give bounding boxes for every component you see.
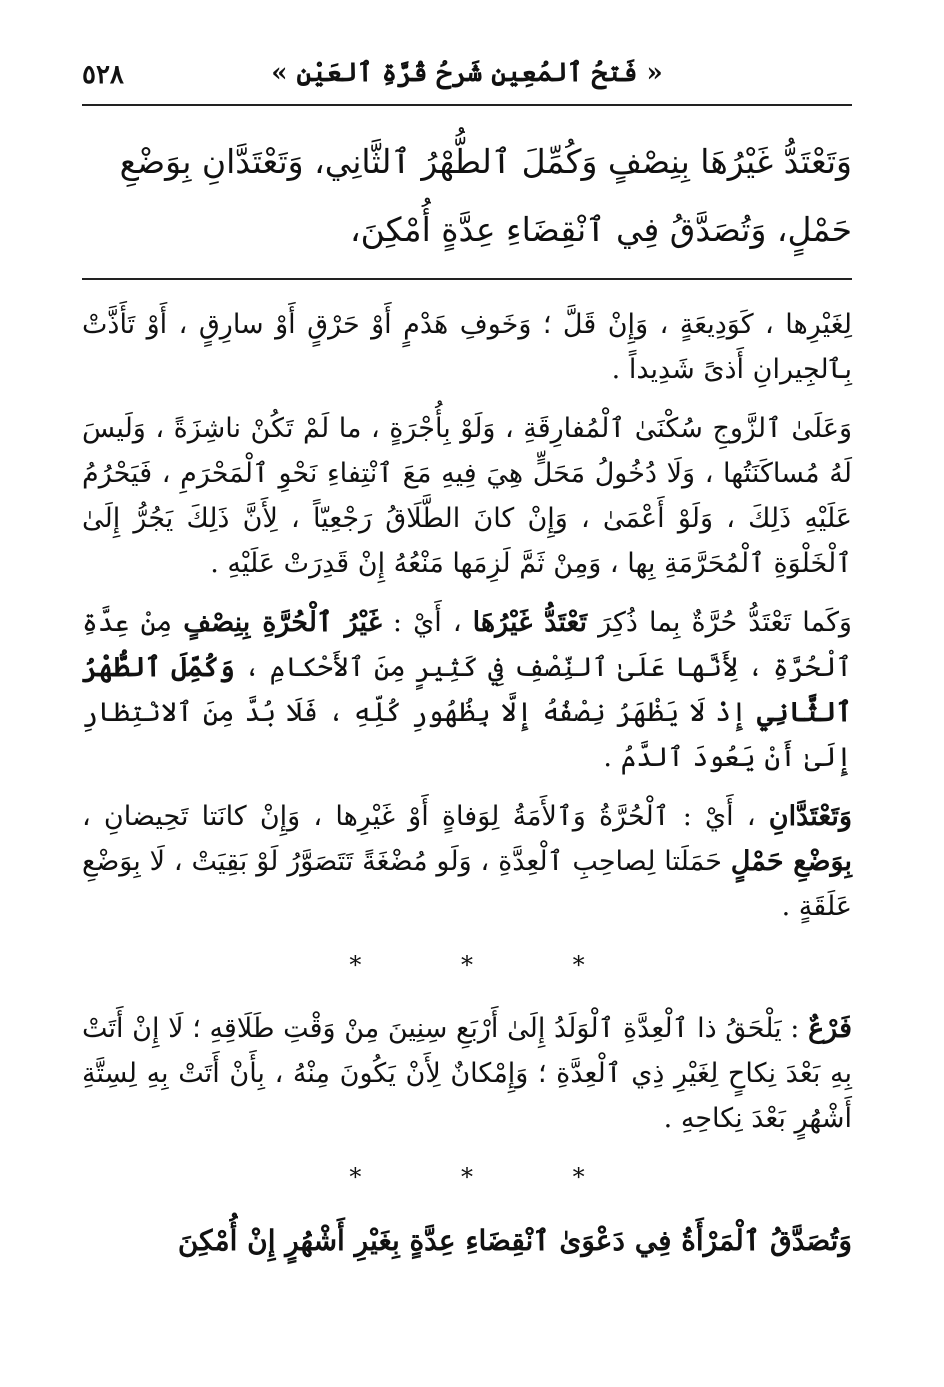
sharh-text	[82, 280, 852, 1264]
star-mark: *	[349, 1163, 362, 1191]
paragraph-1: لِغَيْرِها ، كَوَدِيعَةٍ ، وَإِنْ قَلَّ ؛ وَخَوفِ هَدْمٍ أَوْ حَرْقٍ أَوْ سارِقٍ ، أَوْ تَأَذَّتْ بِٱلجِيرانِ أَذىً شَدِيداً .	[82, 309, 852, 385]
matn-text	[82, 106, 852, 264]
star-mark: *	[572, 1163, 585, 1191]
paragraph-5	[82, 1006, 852, 1141]
p3-tail: إِذْ لَا يَظْهَرُ نِصْفُهُ إِلَّا بِظُهُورِ كُلِّهِ ، فَلَا بُدَّ مِنَ ٱلانْتِظارِ إِلَىٰ أَنْ يَعُودَ ٱلدَّمُ .	[82, 697, 852, 773]
last-line: وَتُصَدَّقُ ٱلْمَرْأَةُ فِي دَعْوَىٰ ٱنْقِضَاءِ عِدَّةٍ بِغَيْرِ أَشْهُرٍ إِنْ أُمْكِنَ	[177, 1224, 852, 1257]
star-mark: *	[349, 951, 362, 979]
p3-quote-2: غَيْرُ ٱلْحُرَّةِ بِنِصْفٍ	[183, 607, 382, 638]
p3-mid-1: ، أَيْ :	[392, 607, 462, 638]
matn-line-1: وَتَعْتَدُّ غَيْرُهَا بِنِصْفٍ وَكُمِّلَ ٱلطُّهْرُ ٱلثَّانِي، وَتَعْتَدَّانِ بِوَضْعِ	[119, 142, 852, 181]
star-mark: *	[461, 1163, 473, 1191]
p3-lead: وَكَما تَعْتَدُّ حُرَّةٌ بِما ذُكِرَ	[598, 607, 852, 638]
p4-mid-1: ، أَيْ : ٱلْحُرَّةُ وَٱلأَمَةُ لِوَفاةٍ أَوْ غَيْرِها ، وَإِنْ كانَتا تَحِيضانِ ،	[82, 801, 756, 832]
star-mark: *	[461, 951, 473, 979]
p5-heading: فَرْعٌ	[808, 1013, 852, 1044]
p3-quote-1: تَعْتَدُّ غَيْرُهَا	[472, 607, 588, 638]
paragraph-4	[82, 794, 852, 929]
paragraph-3	[82, 600, 852, 780]
star-mark: *	[572, 951, 585, 979]
matn-line-2: حَمْلٍ، وَتُصَدَّقُ فِي ٱنْقِضَاءِ عِدَّةٍ أُمْكِنَ،	[349, 210, 852, 249]
section-separator-1	[82, 943, 852, 988]
p4-quote-1: وَتَعْتَدَّانِ	[768, 801, 852, 832]
paragraph-2: وَعَلَىٰ ٱلزَّوجِ سُكْنَىٰ ٱلْمُفارِقَةِ ، وَلَوْ بِأُجْرَةٍ ، ما لَمْ تَكُنْ ناشِزَةً ، وَلَيسَ لَهُ مُساكَنَتُها ، وَلَا دُخُولُ مَحَلٍّ هِيَ فِيهِ مَعَ ٱنْتِفاءِ نَحْوِ ٱلْمَحْرَمِ ، فَيَحْرُمُ عَلَيْهِ ذَلِكَ ، وَلَوْ أَعْمَىٰ ، وَإِنْ كانَ الطَّلَاقُ رَجْعِيّاً ، لِأَنَّ ذَلِكَ يَجُرُّ إِلَىٰ ٱلْخَلْوَةِ ٱلْمُحَرَّمَةِ بِها ، وَمِنْ ثَمَّ لَزِمَها مَنْعُهُ إِنْ قَدِرَتْ عَلَيْهِ .	[82, 413, 852, 579]
page-header	[82, 48, 852, 106]
p3-mid-2: مِنْ عِدَّةِ ٱلْحُرَّةِ ، لِأَنَّها عَلَىٰ ٱلنِّصْفِ فِي كَثِيرٍ مِنَ ٱلأَحْكامِ ،	[82, 607, 852, 683]
p5-tail: : يَلْحَقُ ذا ٱلْعِدَّةِ ٱلْوَلَدُ إِلَىٰ أَرْبَعِ سِنِينَ مِنْ وَقْتِ طَلَاقِهِ ؛ لَا إِنْ أَتَتْ بِهِ بَعْدَ نِكاحٍ لِغَيْرِ ذِي ٱلْعِدَّةِ ؛ وَإِمْكانٌ لِأَنْ يَكُونَ مِنْهُ ، بِأَنْ أَتَتْ بِهِ لِسِتَّةِ أَشْهُرٍ بَعْدَ نِكاحِهِ .	[82, 1013, 852, 1134]
p4-quote-2: بِوَضْعِ حَمْلٍ	[730, 846, 852, 877]
document-page	[82, 48, 852, 1358]
running-title: « فَتحُ ٱلمُعِينِ شَرحُ قُرَّةِ ٱلعَيْنِ »	[271, 58, 663, 88]
page-number: ٥٢٨	[82, 60, 124, 90]
p3-quote-3: وَكُمِّلَ ٱلطُّهْرُ ٱلثَّانِي	[82, 652, 852, 728]
section-separator-2	[82, 1155, 852, 1200]
p4-tail: حَمَلَتا لِصاحِبِ ٱلْعِدَّةِ ، وَلَو مُضْغَةً تَتَصَوَّرُ لَوْ بَقِيَتْ ، لَا بِوَضْعِ عَلَقَةٍ .	[82, 846, 852, 922]
